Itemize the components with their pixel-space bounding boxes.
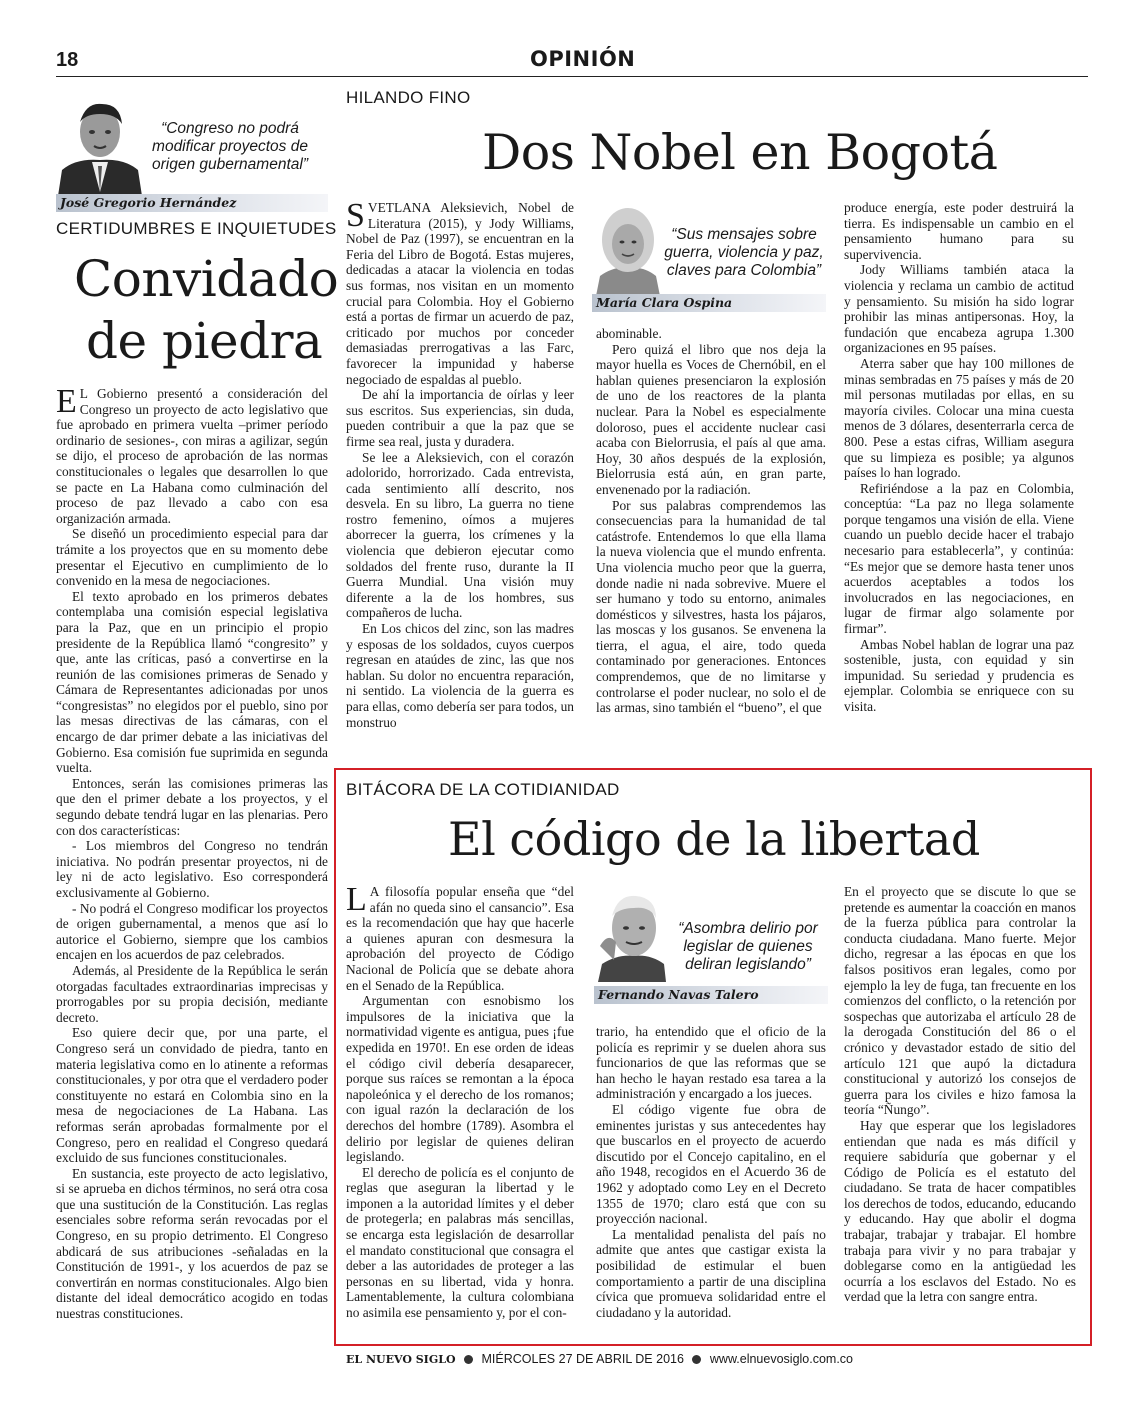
section-title: OPINIÓN: [530, 47, 636, 71]
paragraph: La mentalidad penalista del país no admite que antes que castigar exista la posibilidad de estimular el buen comportamiento a partir de una disciplina cívica que promueva solidaridad entre el ciudadano y la autoridad.: [596, 1226, 826, 1320]
paragraph: Argumentan con esnobismo los impulsores de la iniciativa que la normatividad vigente es antigua, pues ¡fue expedida en 1970!. En ese orden de ideas el código civil debería desaparecer, porque sus raíces se remontan a la época napoleónica y el derecho de los romanos; con igual razón la declaración de los derechos del hombre (1789). Asombra el delirio por legislar de quienes deliran legislando.: [346, 993, 574, 1165]
author-quote: “Congreso no podrá modificar proyectos de origen gubernamental”: [152, 120, 308, 173]
left-article-body: [56, 383, 328, 1322]
headline-line1: Convidado: [74, 250, 339, 308]
paragraph: Entonces, serán las comisiones primeras las que den el primer debate a los proyectos, y el segundo debate tendrá lugar en las plenarias. Pero con dos características:: [56, 775, 328, 838]
top-article-col2: [596, 326, 826, 716]
header-rule: [56, 76, 1088, 77]
author-quote: “Asombra delirio por legislar de quienes deliran legislando”: [678, 920, 818, 973]
footer: [346, 1352, 853, 1366]
dropcap: E: [56, 383, 77, 420]
paragraph: En sustancia, este proyecto de acto legislativo, si se aprueba en dichos términos, no será otra cosa que una sustitución de la Constitución. Las reglas esenciales sobre reforma serán revocadas por el Congreso, en su propio detrimento. El Congreso abdicará de sus atribuciones -señaladas en la Constitución de 1991-, y los acuerdos de paz se convertirán en normas constitucionales. Algo bien distante del ideal democrático acogido en todas nuestras constituciones.: [56, 1165, 328, 1322]
footer-url[interactable]: www.elnuevosiglo.com.co: [709, 1352, 854, 1366]
paragraph: A filosofía popular enseña que “del afán no queda sino el cansancio”. Esa es la recomendación que hay que hacerle a quienes apuran con desmesura la aprobación del proyecto de Código Nacional de Policía que se debate ahora en el Senado de la República.: [346, 884, 574, 993]
author-quote: “Sus mensajes sobre guerra, violencia y paz, claves para Colombia”: [664, 226, 824, 279]
paragraph: El derecho de policía es el conjunto de reglas que aseguran la libertad y le imponen a la autoridad límites y el deber de protegerla; en palabras más sencillas, se encarga esta legislación de desarrollar el mandato constitucional que consagra el deber a las autoridades de proteger a las personas en su libertad, vida y honra. Lamentablemente, la cultura colombiana no asimila ese pensamiento y, por el con-: [346, 1164, 574, 1321]
paragraph: - Los miembros del Congreso no tendrán iniciativa. No podrán presentar proyectos, ni de ley ni de acto legislativo. Eso corresponderá exclusivamente al Gobierno.: [56, 838, 328, 900]
bullet-icon: [464, 1355, 473, 1364]
column-name: BITÁCORA DE LA COTIDIANIDAD: [346, 780, 620, 799]
headline: El código de la libertad: [448, 812, 980, 866]
paragraph: El código vigente fue obra de eminentes juristas y sus antecedentes hay que buscarlos en el proyecto de acuerdo discutido por el Concejo capitalino, en el año 1948, recogidos en el Acuerdo 36 de 1962 y adoptado como Ley en el Decreto 1355 de 1970; claro está que con su proyección nacional.: [596, 1101, 826, 1227]
dropcap: L: [346, 881, 367, 918]
dropcap: S: [346, 197, 365, 234]
paragraph: Pero quizá el libro que nos deja la mayor huella es Voces de Chernóbil, en el hablan quienes presenciaron la explosión de uno de los reactores de la planta nuclear. Para la Nobel es especialmente doloroso, pues el accidente nuclear casi acaba con Bielorrusia, el país al que ama. Hoy, 30 años después de la explosión, Bielorrusia está aún, en gran parte, envenenado por la radiación.: [596, 341, 826, 497]
bottom-article-col3: [844, 884, 1076, 1305]
paragraph: Eso quiere decir que, por una parte, el Congreso será un convidado de piedra, tanto en materia legislativa como en lo atinente a reformas constitucionales, y por otra que el verdadero poder constituyente no estará en Colombia sino en la mesa de negociaciones de La Habana. Las reformas serán aprobadas formalmente por el Congreso, pero en realidad el Congreso quedará excluido de sus funciones constitucionales.: [56, 1025, 328, 1166]
top-article-col3: [844, 200, 1074, 715]
paragraph: Refiriéndose a la paz en Colombia, conceptúa: “La paz no llega solamente porque tengamos una visión de ella. Viene cuando un pueblo decide hacer el trabajo necesario para establecerla”, y continúa: “Es mejor que se demore hasta tener unos acuerdos aceptables a todos los involucrados en las negociaciones, en lugar de firmar algo solamente por firmar”.: [844, 480, 1074, 637]
paragraph: trario, ha entendido que el oficio de la policía es reprimir y se duelen ahora sus funcionarios de que las reformas que se han hecho le hayan restado esa tarea a la administración y encargado a los jueces.: [596, 1024, 826, 1102]
top-article-col1: [346, 197, 574, 730]
paragraph: Se lee a Aleksievich, con el corazón adolorido, horrorizado. Cada entrevista, cada sentimiento allí descrito, nos desvela. En su libro, La guerra no tiene rostro femenino, oímos a mujeres aborrecer la guerra, los crímenes y la violencia que debieron ejecutar como soldados del frente ruso, durante la II Guerra Mundial. Una visión muy diferente a la de los hombres, sus compañeros de lucha.: [346, 449, 574, 621]
paragraph: - No podrá el Congreso modificar los proyectos de origen gubernamental, a menos que así lo autorice el Gobierno, siempre que los cambios encajen en los acuerdos de paz celebrados.: [56, 900, 328, 963]
bottom-article-col2: [596, 1024, 826, 1320]
paragraph: En el proyecto que se discute lo que se pretende es aumentar la coacción en manos de la fuerza pública para controlar la conducta ciudadana. Mano fuerte. Mejor dicho, regresar a las épocas en que los falsos positivos eran legales, como por ejemplo la ley de fuga, tan frecuente en los comienzos del conflicto, o la retención por sospechas que autorizaba el artículo 28 de la derogada Constitución del 86 o el crónico y devastador estado de sitio del artículo 121 que aupó la dictadura constitucional y autorizó los consejos de guerra para los civiles e hizo famosa la teoría “Ñungo”.: [844, 884, 1076, 1118]
paragraph: El texto aprobado en los primeros debates contemplaba una comisión especial legislativa para la Paz, que en un principio el propio presidente de la República llamó “congresito” y que, ante las críticas, pasó a convertirse en la reunión de las comisiones primeras de Senado y Cámara de Representantes adicionadas por unos “congresistas” no elegidos por el pueblo, sino por las mesas directivas de las cámaras, con el encargo de dar primer debate a las iniciativas del Gobierno. Esa comisión fue suprimida en segunda vuelta.: [56, 588, 328, 776]
footer-paper-name: EL NUEVO SIGLO: [346, 1353, 456, 1366]
paragraph: Se diseñó un procedimiento especial para dar trámite a los proyectos que en su momento debe presentar el Ejecutivo en cumplimiento de lo convenido en la mesa de negociaciones.: [56, 526, 328, 589]
author-name-bar: José Gregorio Hernández: [56, 194, 328, 212]
column-name: HILANDO FINO: [346, 88, 471, 107]
author-photo-hernandez: [56, 92, 144, 196]
headline: Dos Nobel en Bogotá: [482, 124, 998, 181]
paragraph: Hay que esperar que los legisladores entiendan que nada es más difícil y requiere sabiduría que gobernar y el Código de Policía es el estatuto del ciudadano. Se trata de hacer compatibles los derechos de todos, educando, educando y educando. Hay que abolir el dogma trabajar, trabajar y trabajar. El hombre trabaja para vivir y no para trabajar y doblegarse como en la antigüedad les ocurría a los esclavos del Estado. No es verdad que la letra con sangre entra.: [844, 1117, 1076, 1305]
author-name-bar: Fernando Navas Talero: [594, 986, 828, 1004]
author-photo-navas: [594, 886, 670, 982]
paragraph: Además, al Presidente de la República le serán otorgadas facultades extraordinarias imprecisas y prorrogables por su propia decisión, mediante decreto.: [56, 962, 328, 1025]
column-name: CERTIDUMBRES E INQUIETUDES: [56, 219, 337, 238]
paragraph: L Gobierno presentó a consideración del Congreso un proyecto de acto legislativo que fue aprobado en primera vuelta –primer período ordinario de sesiones-, con miras a agilizar, según se dijo, el proceso de aprobación de las normas constitucionales o legales que desarrollen lo que se pacte en La Habana como culminación del proceso de paz llevado a cabo con esa organización armada.: [56, 386, 328, 526]
author-photo-ospina: [592, 200, 662, 296]
paragraph: VETLANA Aleksievich, Nobel de Literatura (2015), y Jody Williams, Nobel de Paz (1997), se encuentran en la Feria del Libro de Bogotá. Estas mujeres, dedicadas a atacar la violencia en todas sus formas, nos visitan en un momento crucial para Colombia. Hoy el Gobierno está a portas de firmar un acuerdo de paz, criticado por muchos por conceder demasiadas prerrogativas a las Farc, favorecer la impunidad y haberse negociado de espaldas al pueblo.: [346, 200, 574, 387]
headline-line2: de piedra: [86, 312, 323, 370]
paragraph: abominable.: [596, 326, 662, 341]
paragraph: produce energía, este poder destruirá la tierra. Es indispensable un cambio en el pensamiento humano para su supervivencia.: [844, 200, 1074, 262]
paragraph: Aterra saber que hay 100 millones de minas sembradas en 75 países y más de 20 mil personas mutiladas por ellas, en su mayoría civiles. Colocar una mina cuesta menos de 3 dólares, desenterrarla cerca de 800. Pese a estas cifras, William asegura que su limpieza es posible; ya algunos países lo han logrado.: [844, 355, 1074, 481]
paragraph: En Los chicos del zinc, son las madres y esposas de los soldados, cuyos cuerpos regresan en ataúdes de zinc, las que nos hablan. Su dolor no encuentra reparación, ni sentido. La violencia de la guerra es para ellas, como debería ser para todos, un monstruo: [346, 621, 574, 730]
paragraph: De ahí la importancia de oírlas y leer sus escritos. Sus experiencias, sin duda, pueden contribuir a que la paz que se firme sea real, justa y duradera.: [346, 387, 574, 449]
bottom-article-col1: [346, 881, 574, 1321]
author-name-bar: María Clara Ospina: [592, 294, 826, 312]
page-number: 18: [56, 49, 79, 71]
paragraph: Por sus palabras comprendemos las consecuencias para la humanidad de tal catástrofe. Entendemos lo que ella llama la nueva violencia que el mundo enfrenta. Una violencia mucho peor que la guerra, donde nadie ni nada sobrevive. Muere el ser humano y todo su entorno, animales domésticos y silvestres, hasta los pájaros, las moscas y los gusanos. Se envenena la tierra, el agua, el aire, todo queda contaminado por generaciones. Entonces comprendemos, que de no limitarse y controlarse el poder nuclear, no solo el de las armas, sino también el “bueno”, el que: [596, 497, 826, 716]
paragraph: Jody Williams también ataca la violencia y reclama un cambio de actitud y pensamiento. Su misión ha sido lograr prohibir las minas antipersonas. Hoy, la fundación que encabeza agrupa 1.300 organizaciones en 95 países.: [844, 262, 1074, 356]
footer-date: MIÉRCOLES 27 DE ABRIL DE 2016: [481, 1352, 684, 1366]
paragraph: Ambas Nobel hablan de lograr una paz sostenible, justa, con equidad y sin impunidad. Su seriedad y prudencia es ejemplar. Colombia se enriquece con su visita.: [844, 636, 1074, 714]
bullet-icon: [692, 1355, 701, 1364]
